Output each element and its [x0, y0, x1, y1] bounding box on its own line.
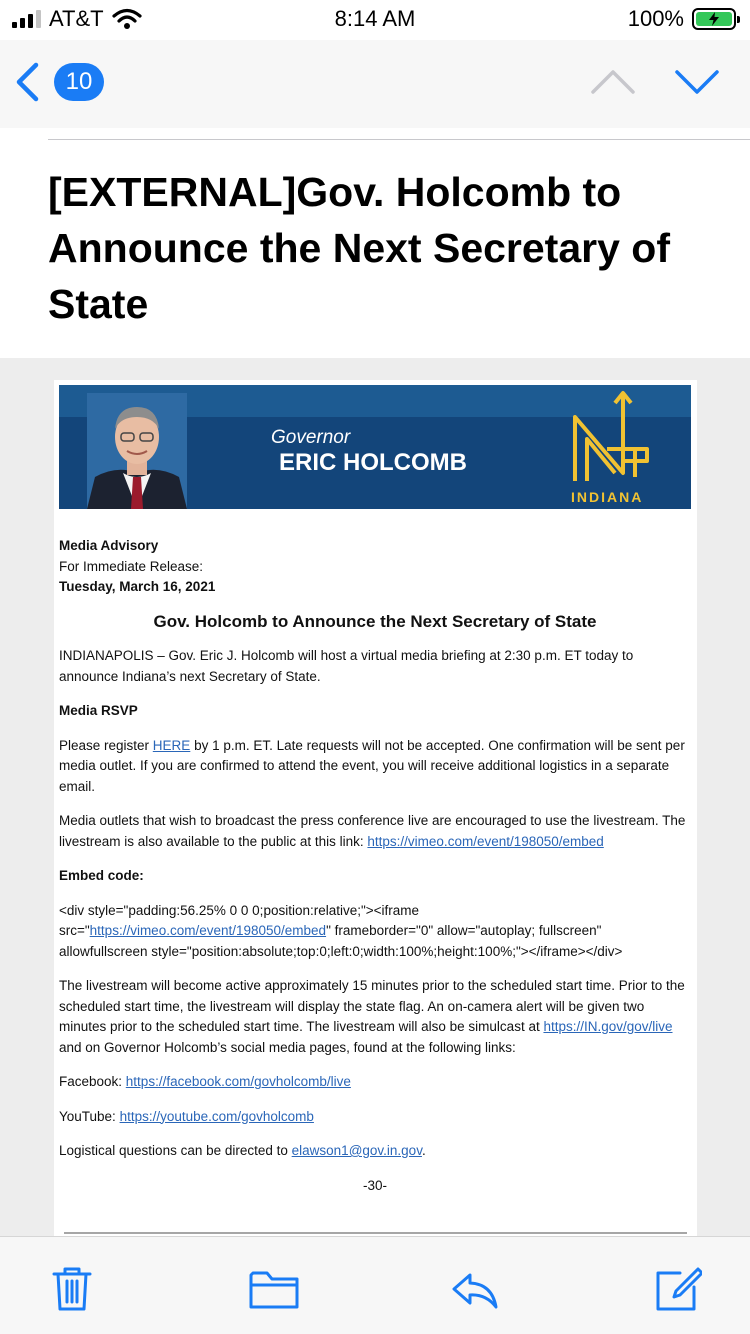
banner-name: ERIC HOLCOMB: [279, 449, 467, 476]
unread-count-badge: 10: [54, 63, 104, 101]
facebook-line: Facebook: https://facebook.com/govholcomb/live: [59, 1074, 351, 1089]
clock: 8:14 AM: [334, 6, 416, 31]
charging-bolt-icon: [708, 12, 720, 26]
email-content: [54, 380, 697, 1236]
bottom-toolbar: [0, 1236, 750, 1334]
battery-indicator: [628, 6, 736, 32]
battery-percent: 100%: [627, 6, 684, 31]
folder-icon: [248, 1265, 300, 1313]
trash-button[interactable]: [48, 1265, 96, 1313]
chevron-left-icon: [14, 62, 40, 102]
compose-icon: [654, 1265, 702, 1313]
compose-button[interactable]: [654, 1265, 702, 1313]
email-contact-link[interactable]: elawson1@gov.in.gov: [291, 1143, 422, 1158]
livestream-link[interactable]: https://vimeo.com/event/198050/embed: [367, 833, 604, 849]
release-label: For Immediate Release:: [59, 558, 204, 574]
end-mark: -30-: [362, 1177, 387, 1193]
logo-caption: INDIANA: [571, 489, 644, 505]
logistics-line: Logistical questions can be directed to elawson1@gov.in.gov.: [59, 1143, 426, 1158]
email-body: [59, 536, 691, 1210]
reply-button[interactable]: [450, 1265, 498, 1313]
embed-heading: Embed code:: [59, 868, 144, 883]
youtube-link[interactable]: https://youtube.com/govholcomb: [119, 1108, 314, 1124]
advisory-label: Media Advisory: [59, 538, 159, 553]
broadcast-paragraph: Media outlets that wish to broadcast the press conference live are encouraged to use the livestream. The livestream is also available to the public at this link: https://vimeo.com/event/198050/embed: [59, 813, 686, 849]
in-gov-live-link[interactable]: https://IN.gov/gov/live: [543, 1019, 673, 1034]
facebook-link[interactable]: https://facebook.com/govholcomb/live: [125, 1074, 351, 1089]
previous-message-button[interactable]: [590, 68, 636, 101]
banner-title: Governor: [271, 427, 351, 448]
navigation-bar: [0, 40, 750, 128]
next-message-button[interactable]: [674, 68, 720, 101]
trash-icon: [48, 1265, 96, 1313]
youtube-line: YouTube: https://youtube.com/govholcomb: [59, 1108, 314, 1124]
chevron-down-icon: [674, 68, 720, 96]
livestream-paragraph: The livestream will become active approximately 15 minutes prior to the scheduled start time. Prior to the scheduled start time, the livestream will display the state flag. An on-camera alert will be given two minutes prior to the scheduled start time. The livestream will also be simulcast at https://IN.gov/gov/live and on Governor Holcomb’s social media pages, found at the following links:: [59, 978, 685, 1055]
embed-code-paragraph: <div style="padding:56.25% 0 0 0;position:relative;"><iframe src="https://vimeo.com/event/198050/embed" frameborder="0" allow="autoplay; fullscreen" allowfullscreen style="position:absolute;top:0;left:0;width:100%;height:100%;"></iframe></div>: [59, 902, 623, 959]
back-button[interactable]: [14, 62, 104, 102]
header-divider: [48, 139, 750, 140]
intro-paragraph: INDIANAPOLIS – Gov. Eric J. Holcomb will host a virtual media briefing at 2:30 p.m. ET today to announce Indiana’s next Secretary of State.: [59, 648, 634, 684]
email-headline: Gov. Holcomb to Announce the Next Secretary of State: [153, 611, 597, 631]
email-subject: [EXTERNAL]Gov. Holcomb to Announce the Next Secretary of State: [48, 169, 670, 327]
move-to-folder-button[interactable]: [248, 1265, 300, 1313]
chevron-up-icon: [590, 68, 636, 96]
rsvp-paragraph: Please register HERE by 1 p.m. ET. Late requests will not be accepted. One confirmation will be sent per media outlet. If you are confirmed to attend the event, you will receive additional logistics in a separate email.: [59, 737, 685, 794]
status-bar: [0, 0, 750, 40]
rsvp-heading: Media RSVP: [59, 703, 138, 718]
content-divider: [64, 1232, 687, 1234]
battery-icon: [692, 8, 736, 30]
governor-portrait-image: [87, 393, 187, 509]
carrier-name: AT&T: [49, 6, 104, 31]
governor-banner: [59, 385, 691, 509]
release-date: Tuesday, March 16, 2021: [59, 579, 216, 594]
register-link[interactable]: HERE: [152, 737, 191, 753]
embed-link[interactable]: https://vimeo.com/event/198050/embed: [89, 923, 327, 938]
reply-icon: [450, 1265, 498, 1313]
